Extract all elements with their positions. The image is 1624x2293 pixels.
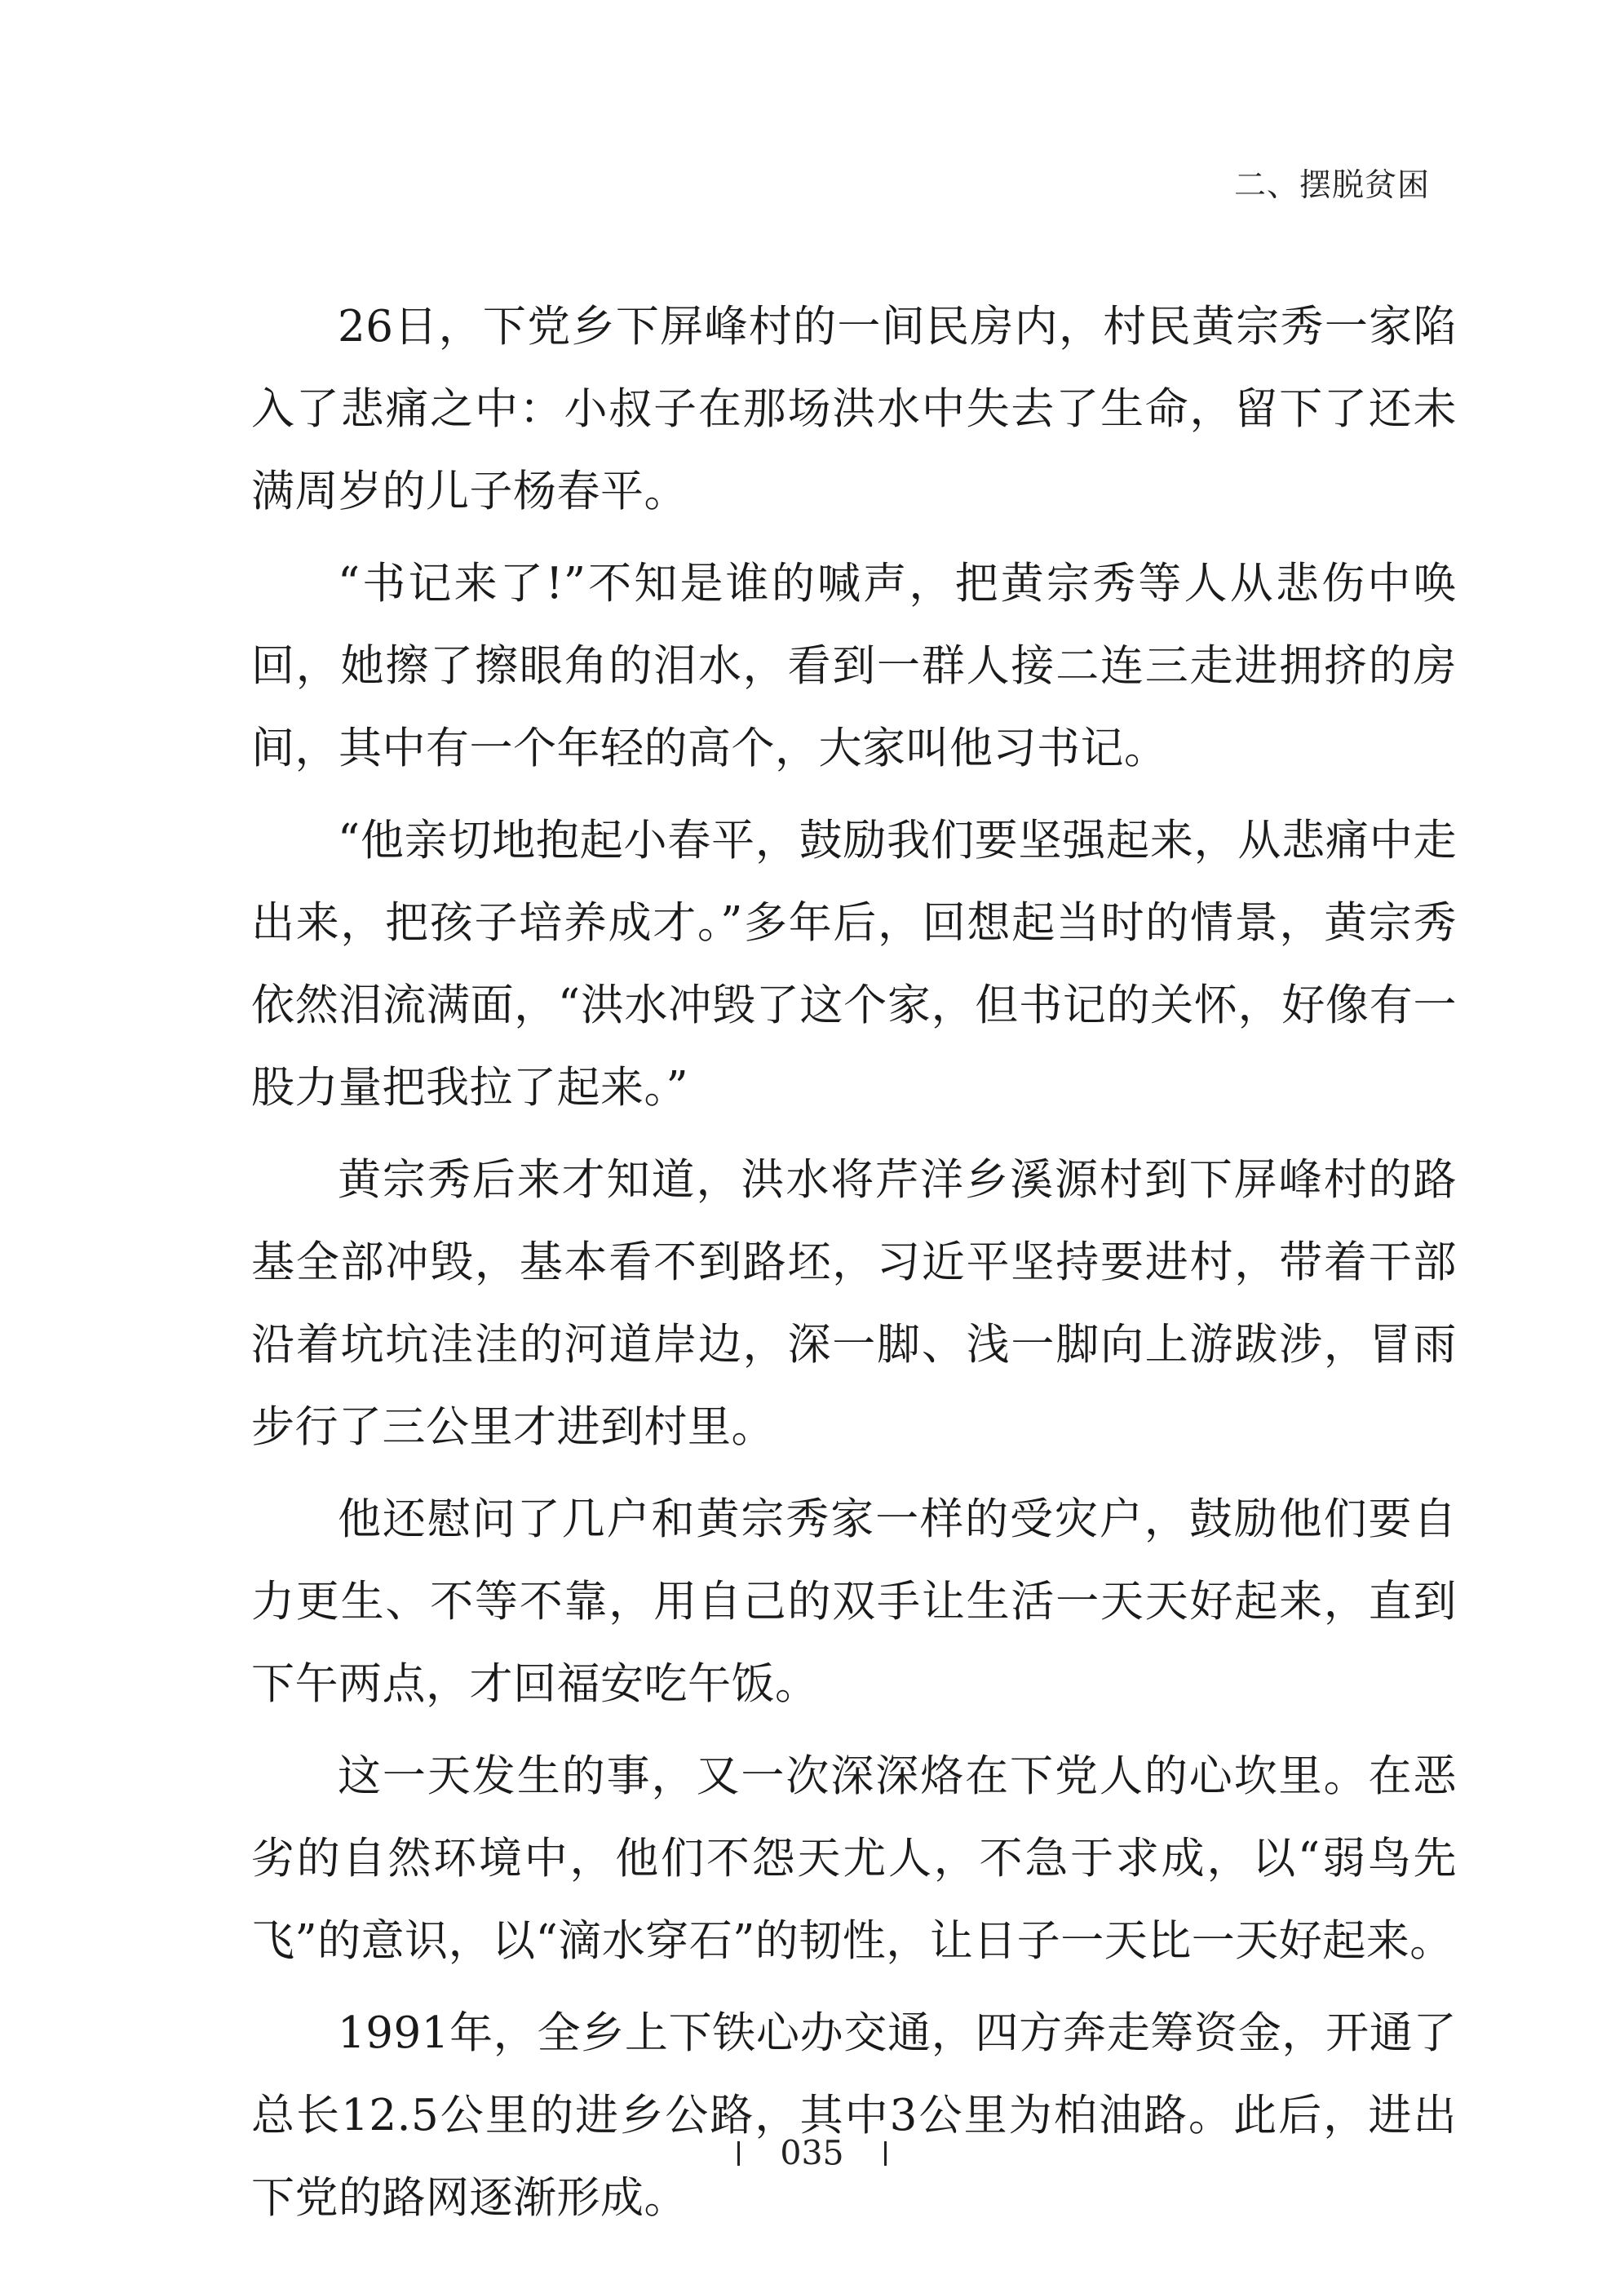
page-number: 035	[780, 2133, 844, 2173]
paragraph: 他还慰问了几户和黄宗秀家一样的受灾户，鼓励他们要自力更生、不等不靠，用自己的双手让生活一天天好起来，直到下午两点，才回福安吃午饭。	[251, 1494, 1457, 1709]
paragraph: 1991年，全乡上下铁心办交通，四方奔走筹资金，开通了总长12.5公里的进乡公路，其中3公里为柏油路。此后，进出下党的路网逐渐形成。	[251, 2008, 1457, 2223]
paragraph: 26日，下党乡下屏峰村的一间民房内，村民黄宗秀一家陷入了悲痛之中：小叔子在那场洪水中失去了生命，留下了还未满周岁的儿子杨春平。	[251, 302, 1457, 516]
running-head: 二、摆脱贫困	[1233, 167, 1430, 204]
body-text	[251, 286, 1457, 2249]
paragraph: 黄宗秀后来才知道，洪水将芹洋乡溪源村到下屏峰村的路基全部冲毁，基本看不到路坯，习近平坚持要进村，带着干部沿着坑坑洼洼的河道岸边，深一脚、浅一脚向上游跋涉，冒雨步行了三公里才进到村里。	[251, 1155, 1457, 1452]
left-divider	[737, 2141, 740, 2166]
page-footer	[0, 2131, 1624, 2173]
paragraph: “书记来了!”不知是谁的喊声，把黄宗秀等人从悲伤中唤回，她擦了擦眼角的泪水，看到一群人接二连三走进拥挤的房间，其中有一个年轻的高个，大家叫他习书记。	[251, 559, 1457, 773]
paragraph: 这一天发生的事，又一次深深烙在下党人的心坎里。在恶劣的自然环境中，他们不怨天尤人，不急于求成，以“弱鸟先飞”的意识，以“滴水穿石”的韧性，让日子一天比一天好起来。	[251, 1751, 1457, 1966]
paragraph: “他亲切地抱起小春平，鼓励我们要坚强起来，从悲痛中走出来，把孩子培养成才。”多年后，回想起当时的情景，黄宗秀依然泪流满面，“洪水冲毁了这个家，但书记的关怀，好像有一股力量把我拉了起来。”	[251, 816, 1457, 1113]
right-divider	[884, 2141, 887, 2166]
